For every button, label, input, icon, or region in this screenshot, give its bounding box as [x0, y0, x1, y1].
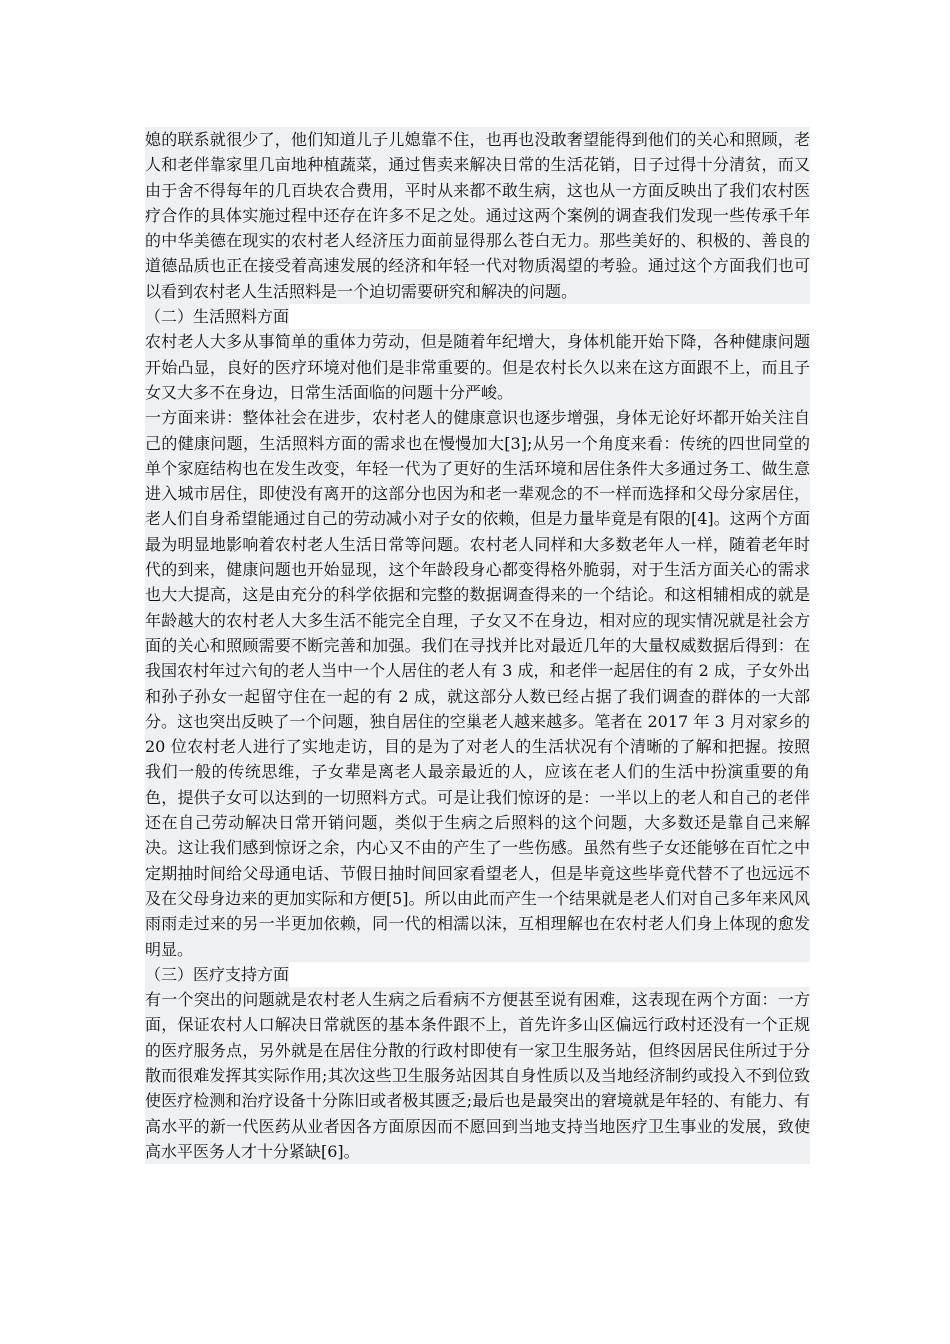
- section-heading-wrapper: [145, 962, 810, 987]
- body-paragraph: 有一个突出的问题就是农村老人生病之后看病不方便甚至说有困难，这表现在两个方面：一方面，保证农村人口解决日常就医的基本条件跟不上，首先许多山区偏远行政村还没有一个正规的医疗服务点，另外就是在居住分散的行政村即使有一家卫生服务站，但终因居民住所过于分散而很难发挥其实际作用;其次这些卫生服务站因其自身性质以及当地经济制约或投入不到位致使医疗检测和治疗设备十分陈旧或者极其匮乏;最后也是最突出的窘境就是年轻的、有能力、有高水平的新一代医药从业者因各方面原因而不愿回到当地支持当地医疗卫生事业的发展，致使高水平医务人才十分紧缺[6]。: [145, 987, 810, 1164]
- body-paragraph: 农村老人大多从事简单的重体力劳动，但是随着年纪增大，身体机能开始下降，各种健康问题开始凸显，良好的医疗环境对他们是非常重要的。但是农村长久以来在这方面跟不上，而且子女又大多不在身边，日常生活面临的问题十分严峻。: [145, 329, 810, 405]
- body-paragraph: 一方面来讲：整体社会在进步，农村老人的健康意识也逐步增强，身体无论好坏都开始关注自己的健康问题，生活照料方面的需求也在慢慢加大[3];从另一个角度来看：传统的四世同堂的单个家庭结构也在发生改变，年轻一代为了更好的生活环境和居住条件大多通过务工、做生意进入城市居住，即使没有离开的这部分也因为和老一辈观念的不一样而选择和父母分家居住，老人们自身希望能通过自己的劳动减小对子女的依赖，但是力量毕竟是有限的[4]。这两个方面最为明显地影响着农村老人生活日常等问题。农村老人同样和大多数老年人一样，随着老年时代的到来，健康问题也开始显现，这个年龄段身心都变得格外脆弱，对于生活方面关心的需求也大大提高，这是由充分的科学依据和完整的数据调查得来的一个结论。和这相辅相成的就是年龄越大的农村老人大多生活不能完全自理，子女又不在身边，相对应的现实情况就是社会方面的关心和照顾需要不断完善和加强。我们在寻找并比对最近几年的大量权威数据后得到：在我国农村年过六旬的老人当中一个人居住的老人有 3 成，和老伴一起居住的有 2 成，子女外出和孙子孙女一起留守住在一起的有 2 成，就这部分人数已经占据了我们调查的群体的一大部分。这也突出反映了一个问题，独自居住的空巢老人越来越多。笔者在 2017 年 3 月对家乡的 20 位农村老人进行了实地走访，目的是为了对老人的生活状况有个清晰的了解和把握。按照我们一般的传统思维，子女辈是离老人最亲最近的人，应该在老人们的生活中扮演重要的角色，提供子女可以达到的一切照料方式。可是让我们惊讶的是：一半以上的老人和自己的老伴还在自己劳动解决日常开销问题，类似于生病之后照料的这个问题，大多数还是靠自己来解决。这让我们感到惊讶之余，内心又不由的产生了一些伤感。虽然有些子女还能够在百忙之中定期抽时间给父母通电话、节假日抽时间回家看望老人，但是毕竟这些毕竟代替不了也远远不及在父母身边来的更加实际和方便[5]。所以由此而产生一个结果就是老人们对自己多年来风风雨雨走过来的另一半更加依赖，同一代的相濡以沫，互相理解也在农村老人们身上体现的愈发明显。: [145, 405, 810, 962]
- body-paragraph: 媳的联系就很少了，他们知道儿子儿媳靠不住，也再也没敢奢望能得到他们的关心和照顾，老人和老伴靠家里几亩地种植蔬菜，通过售卖来解决日常的生活花销，日子过得十分清贫，而又由于舍不得每年的几百块农合费用，平时从来都不敢生病，这也从一方面反映出了我们农村医疗合作的具体实施过程中还存在许多不足之处。通过这两个案例的调查我们发现一些传承千年的中华美德在现实的农村老人经济压力面前显得那么苍白无力。那些美好的、积极的、善良的道德品质也正在接受着高速发展的经济和年轻一代对物质渴望的考验。通过这个方面我们也可以看到农村老人生活照料是一个迫切需要研究和解决的问题。: [145, 127, 810, 304]
- document-page: [145, 127, 810, 1164]
- section-heading-living-care: （二）生活照料方面: [145, 304, 289, 329]
- section-heading-wrapper: [145, 304, 810, 329]
- section-heading-medical-support: （三）医疗支持方面: [145, 962, 289, 987]
